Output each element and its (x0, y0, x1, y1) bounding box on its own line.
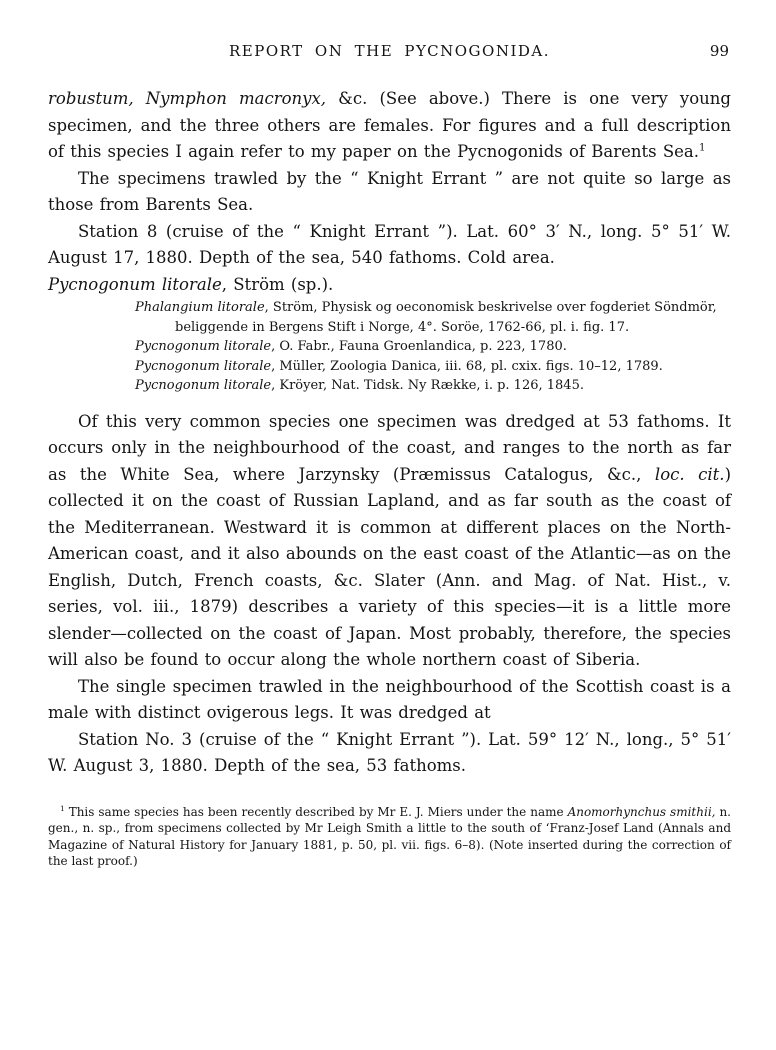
paragraph-distribution: Of this very common species one specimen was dredged at 53 fathoms. It occurs only in the neighbourhood of the coast, and ranges to the north as far as the White Sea, where Jarzynsky (Præmissus Catalogus, &c., loc. cit.) collected it on the coast of Russian Lapland, and as far south as the coast of the Mediterranean. Westward it is common at different places on the North-American coast, and it also abounds on the east coast of the Atlantic—as on the English, Dutch, French coasts, &c. Slater (Ann. and Mag. of Nat. Hist., v. series, vol. iii., 1879) describes a variety of this species—it is a little more slender—collected on the coast of Japan. Most probably, therefore, the species will also be found to occur along the whole northern coast of Siberia. (48, 411, 731, 669)
paragraph-station-8: Station 8 (cruise of the “ Knight Errant ”). Lat. 60° 3′ N., long. 5° 51′ W. August 17, 1880. Depth of the sea, 540 fathoms. Cold area. (48, 221, 731, 267)
running-header (48, 42, 731, 64)
citation-strom: Phalangium litorale, Ström, Physisk og oeconomisk beskrivelse over fogderiet Söndmör, beliggende in Bergens Stift i Norge, 4°. Soröe, 1762-66, pl. i. fig. 17. (135, 300, 717, 335)
paragraph-continuation: robustum, Nymphon macronyx, &c. (See above.) There is one very young specimen, and the three others are females. For figures and a full description of this species I again refer to my paper on the Pycnogonids of Barents Sea.$^1$ (48, 89, 731, 161)
paragraph-station-3: Station No. 3 (cruise of the “ Knight Errant ”). Lat. 59° 12′ N., long., 5° 51′ W. August 3, 1880. Depth of the sea, 53 fathoms. (48, 729, 731, 775)
citation-muller: Pycnogonum litorale, Müller, Zoologia Danica, iii. 68, pl. cxix. figs. 10–12, 1789. (135, 358, 663, 374)
running-title: REPORT ON THE PYCNOGONIDA. (228, 42, 551, 60)
citation-kroyer: Pycnogonum litorale, Kröyer, Nat. Tidsk. Ny Række, i. p. 126, 1845. (135, 378, 584, 393)
paragraph-knight-errant-size: The specimens trawled by the “ Knight Errant ” are not quite so large as those from Barents Sea. (48, 168, 731, 214)
page-number: 99 (709, 42, 729, 60)
synonymy-list (135, 298, 731, 396)
citation-fabr: Pycnogonum litorale, O. Fabr., Fauna Groenlandica, p. 223, 1780. (135, 339, 567, 354)
footnote: $^1$ This same species has been recently described by Mr E. J. Miers under the name Anomorhynchus smithii, n. gen., n. sp., from specimens collected by Mr Leigh Smith a little to the south of ‘Franz-Josef Land (Annals and Magazine of Natural History for January 1881, p. 50, pl. vii. figs. 6–8). (Note inserted during the correction of the last proof.) (48, 803, 731, 868)
species-heading: Pycnogonum litorale, Ström (sp.). (48, 274, 334, 294)
paragraph-single-specimen: The single specimen trawled in the neighbourhood of the Scottish coast is a male with distinct ovigerous legs. It was dredged at (48, 676, 731, 722)
